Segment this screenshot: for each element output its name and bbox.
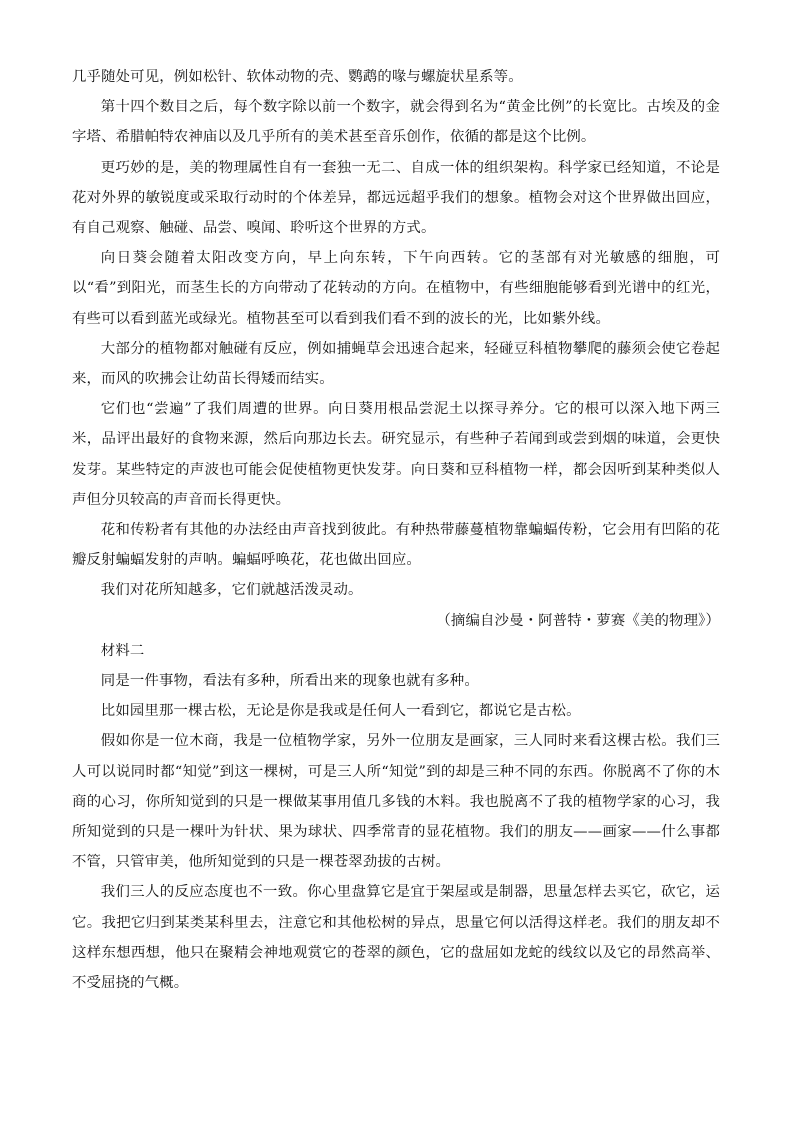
paragraph-conclusion: 我们对花所知越多，它们就越活泼灵动。 xyxy=(100,582,363,599)
paragraph-continuation: 几乎随处可见，例如松针、软体动物的壳、鹦鹉的喙与螺旋状星系等。 xyxy=(72,69,523,85)
source-citation: （摘编自沙曼・阿普特・萝赛《美的物理》） xyxy=(436,612,720,629)
paragraph-views: 同是一件事物，看法有多种，所看出来的现象也就有多种。 xyxy=(100,673,479,690)
paragraph-three-reactions: 我们三人的反应态度也不一致。你心里盘算它是宜于架屋或是制器，思量怎样去买它，砍它，运它。我把它归到某类某科里去，注意它和其他松树的异点，思量它何以活得这样老。我们的朋友却不这样东想西想，他只在聚精会神地观赏它的苍翠的颜色，它的盘屈如龙蛇的线纹以及它的昂然高举、不受屈挠的气概。 xyxy=(72,884,720,992)
paragraph-physical-properties: 更巧妙的是，美的物理属性自有一套独一无二、自成一体的组织架构。科学家已经知道，不论是花对外界的敏锐度或采取行动时的个体差异，都远远超乎我们的想象。植物会对这个世界做出回应，有自己观察、触碰、品尝、嗅闻、聆听这个世界的方式。 xyxy=(72,159,720,237)
paragraph-touch: 大部分的植物都对触碰有反应，例如捕蝇草会迅速合起来，轻碰豆科植物攀爬的藤须会使它卷起来，而风的吹拂会让幼苗长得矮而结实。 xyxy=(72,340,720,388)
material-two-heading: 材料二 xyxy=(100,642,145,659)
document-page xyxy=(72,62,720,998)
paragraph-sunflower: 向日葵会随着太阳改变方向，早上向东转，下午向西转。它的茎部有对光敏感的细胞，可以“看”到阳光，而茎生长的方向带动了花转动的方向。在植物中，有些细胞能够看到光谱中的红光，有些可以看到蓝光或绿光。植物甚至可以看到我们看不到的波长的光，比如紫外线。 xyxy=(72,250,720,327)
paragraph-old-pine: 比如园里那一棵古松，无论是你是我或是任何人一看到它，都说它是古松。 xyxy=(100,703,581,720)
paragraph-taste: 它们也“尝遍”了我们周遭的世界。向日葵用根品尝泥土以探寻养分。它的根可以深入地下两三米，品评出最好的食物来源，然后向那边长去。研究显示，有些种子若闻到或尝到烟的味道，会更快发芽。某些特定的声波也可能会促使植物更快发芽。向日葵和豆科植物一样，都会因听到某种类似人声但分贝较高的声音而长得更快。 xyxy=(72,401,720,508)
paragraph-three-perceptions: 假如你是一位木商，我是一位植物学家，另外一位朋友是画家，三人同时来看这棵古松。我们三人可以说同时都“知觉”到这一棵树，可是三人所“知觉”到的却是三种不同的东西。你脱离不了你的木商的心习，你所知觉到的只是一棵做某事用值几多钱的木料。我也脱离不了我的植物学家的心习，我所知觉到的只是一棵叶为针状、果为球状、四季常青的显花植物。我们的朋友——画家——什么事都不管，只管审美，他所知觉到的只是一棵苍翠劲拔的古树。 xyxy=(72,733,720,871)
paragraph-golden-ratio: 第十四个数目之后，每个数字除以前一个数字，就会得到名为“黄金比例”的长宽比。古埃及的金字塔、希腊帕特农神庙以及几乎所有的美术甚至音乐创作，依循的都是这个比例。 xyxy=(72,99,720,146)
paragraph-pollinators: 花和传粉者有其他的办法经由声音找到彼此。有种热带藤蔓植物靠蝙蝠传粉，它会用有凹陷的花瓣反射蝙蝠发射的声呐。蝙蝠呼唤花，花也做出回应。 xyxy=(72,522,720,569)
